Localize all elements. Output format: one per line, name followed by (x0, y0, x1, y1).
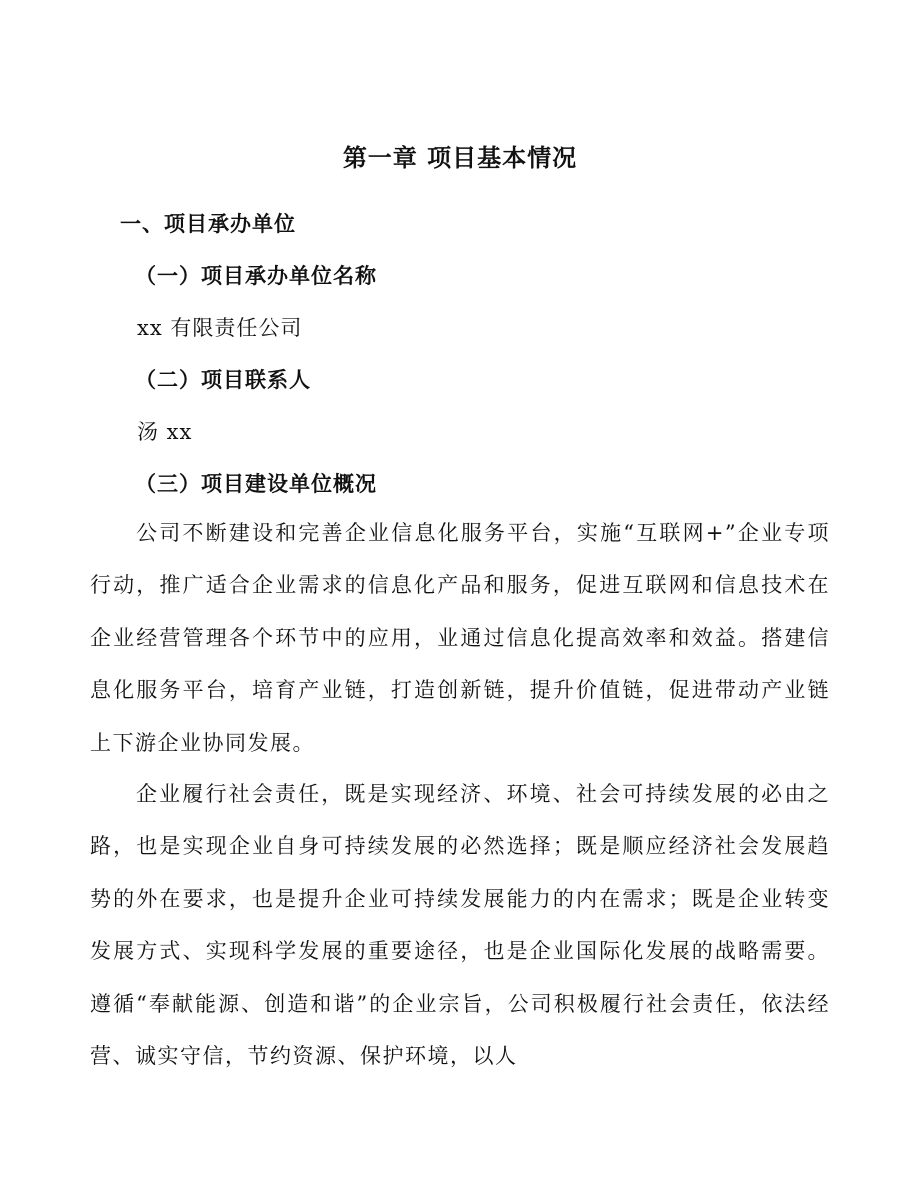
subheading-contact-person: （二）项目联系人 (135, 368, 311, 392)
subheading-builder-overview: （三）项目建设单位概况 (135, 472, 377, 496)
chapter-title: 第一章 项目基本情况 (342, 144, 578, 172)
contact-name-text: 汤 xx (137, 420, 193, 444)
body-paragraph-2: 企业履行社会责任，既是实现经济、环境、社会可持续发展的必由之路，也是实现企业自身可持续发展的必然选择；既是顺应经济社会发展趋势的外在要求，也是提升企业可持续发展能力的内在需求；既是企业转变发展方式、实现科学发展的重要途径，也是企业国际化发展的战略需要。遵循“奉献能源、创造和谐”的企业宗旨，公司积极履行社会责任，依法经营、诚实守信，节约资源、保护环境，以人 (90, 782, 830, 1069)
subheading-sponsor-name: （一）项目承办单位名称 (135, 264, 377, 288)
company-name-text: xx 有限责任公司 (137, 316, 303, 340)
body-paragraph-1: 公司不断建设和完善企业信息化服务平台，实施“互联网+”企业专项行动，推广适合企业需求的信息化产品和服务，促进互联网和信息技术在企业经营管理各个环节中的应用，业通过信息化提高效率和效益。搭建信息化服务平台，培育产业链，打造创新链，提升价值链，促进带动产业链上下游企业协同发展。 (90, 521, 830, 755)
section-heading-project-sponsor: 一、项目承办单位 (120, 212, 296, 236)
